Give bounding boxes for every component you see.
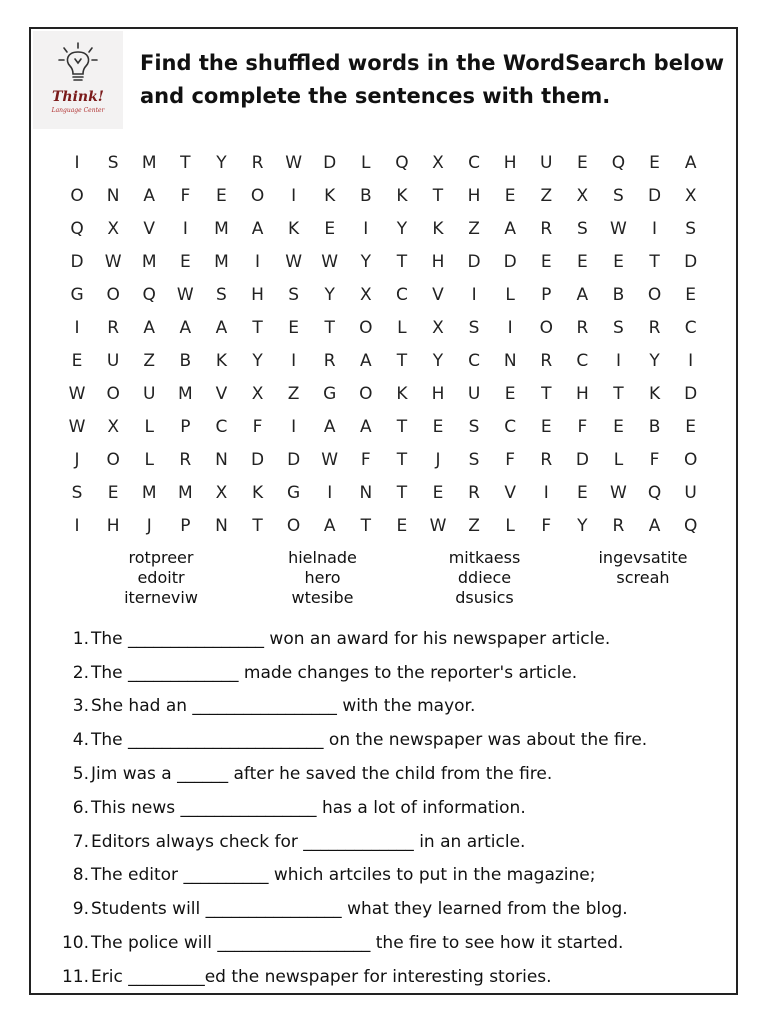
grid-letter[interactable]: E [71,351,83,371]
sentence-number: 4. [72,730,89,751]
grid-letter[interactable]: D [250,450,265,470]
grid-letter[interactable]: V [432,285,444,305]
sentence-item [51,960,736,994]
sentence-number: 11. [61,966,89,987]
grid-letter[interactable]: I [74,318,80,338]
grid-letter[interactable]: W [176,285,194,305]
grid-letter[interactable]: T [396,483,408,503]
grid-letter[interactable]: R [648,318,661,338]
grid-letter[interactable]: O [106,384,120,404]
grid-letter[interactable]: T [252,318,263,338]
grid-letter[interactable]: I [652,219,658,239]
word-bank-item: mitkaess [448,548,521,567]
grid-letter[interactable]: I [507,318,513,338]
grid-letter[interactable]: H [106,516,120,536]
grid-letter[interactable]: C [395,285,408,305]
grid-letter[interactable]: Z [143,351,156,371]
grid-letter[interactable]: F [252,417,263,437]
grid-letter[interactable]: L [144,450,154,470]
grid-letter[interactable]: B [359,186,372,206]
grid-letter[interactable]: R [179,450,192,470]
grid-letter[interactable]: E [432,417,444,437]
grid-letter[interactable]: A [359,417,372,437]
grid-letter[interactable]: G [323,384,337,404]
grid-letter[interactable]: W [285,252,303,272]
grid-letter[interactable]: P [180,417,191,437]
grid-letter[interactable]: Y [360,252,371,272]
logo-title: Think! [52,89,104,105]
grid-letter[interactable]: O [647,285,662,305]
grid-letter[interactable]: X [359,285,372,305]
grid-letter[interactable]: X [215,483,228,503]
grid-letter[interactable]: C [684,318,697,338]
grid-letter[interactable]: O [683,450,698,470]
grid-letter[interactable]: X [107,417,119,437]
lightbulb-icon [55,41,101,89]
grid-letter[interactable]: V [215,384,228,404]
grid-letter[interactable]: Z [468,219,480,239]
grid-letter[interactable]: S [685,219,697,239]
sentence-text[interactable]: Editors always check for _____________ in an article. [91,831,526,852]
grid-letter[interactable]: B [179,351,192,371]
grid-letter[interactable]: R [540,351,553,371]
grid-letter[interactable]: T [360,516,371,536]
grid-letter[interactable]: Y [324,285,335,305]
grid-letter[interactable]: T [649,252,660,272]
grid-letter[interactable]: D [70,252,84,272]
grid-letter[interactable]: T [432,186,444,206]
grid-letter[interactable]: I [182,219,188,239]
grid-letter[interactable]: S [216,285,227,305]
sentence-text[interactable]: The _____________ made changes to the reporter's article. [91,662,578,683]
grid-letter[interactable]: A [684,153,697,173]
grid-letter[interactable]: W [285,153,303,173]
grid-letter[interactable]: E [288,318,299,338]
grid-letter[interactable]: B [612,285,625,305]
grid-letter[interactable]: P [541,285,552,305]
grid-letter[interactable]: N [359,483,373,503]
grid-letter[interactable]: I [74,153,80,173]
grid-letter[interactable]: M [141,483,157,503]
grid-letter[interactable]: I [363,219,369,239]
grid-letter[interactable]: S [576,219,588,239]
grid-letter[interactable]: K [432,219,444,239]
sentence-text[interactable]: Jim was a ______ after he saved the child from the fire. [91,764,553,785]
grid-letter[interactable]: S [468,318,480,338]
grid-letter[interactable]: F [541,516,552,536]
sentence-item [51,825,736,859]
grid-letter[interactable]: I [615,351,621,371]
word-bank-item: hero [304,568,341,587]
grid-letter[interactable]: I [74,516,80,536]
grid-letter[interactable]: F [360,450,371,470]
grid-letter[interactable]: A [359,351,372,371]
grid-letter[interactable]: A [504,219,516,239]
grid-letter[interactable]: T [180,153,191,173]
grid-letter[interactable]: Y [577,516,588,536]
grid-letter[interactable]: X [432,318,444,338]
grid-letter[interactable]: K [396,186,408,206]
grid-letter[interactable]: N [503,351,517,371]
grid-letter[interactable]: S [71,483,83,503]
grid-letter[interactable]: J [74,450,80,470]
word-bank [81,548,721,608]
grid-letter[interactable]: D [467,252,481,272]
grid-letter[interactable]: Y [649,351,660,371]
grid-letter[interactable]: E [324,219,336,239]
grid-letter[interactable]: K [288,219,300,239]
grid-letter[interactable]: A [215,318,228,338]
grid-letter[interactable]: O [539,318,553,338]
grid-letter[interactable]: K [396,384,408,404]
grid-letter[interactable]: E [685,417,697,437]
grid-letter[interactable]: I [543,483,549,503]
sentence-text[interactable]: Students will ________________ what they learned from the blog. [91,899,628,920]
grid-letter[interactable]: R [540,219,553,239]
grid-letter[interactable]: Q [395,153,409,173]
grid-letter[interactable]: X [684,186,697,206]
grid-letter[interactable]: E [613,417,624,437]
grid-letter[interactable]: N [215,450,228,470]
grid-letter[interactable]: L [505,285,515,305]
grid-letter[interactable]: P [180,516,191,536]
grid-letter[interactable]: J [146,516,152,536]
grid-letter[interactable]: A [576,285,589,305]
grid-letter[interactable]: W [68,384,86,404]
sentence-number: 1. [72,628,89,649]
grid-letter[interactable]: D [503,252,517,272]
sentence-item [51,859,736,893]
grid-letter[interactable]: C [468,153,481,173]
word-bank-item [565,588,721,608]
grid-letter[interactable]: S [468,450,480,470]
sentence-number: 8. [72,865,89,886]
grid-letter[interactable]: Q [70,219,84,239]
sentence-number: 9. [72,899,89,920]
grid-letter[interactable]: K [215,351,227,371]
sentence-number: 3. [72,696,89,717]
grid-letter[interactable]: D [684,252,698,272]
grid-letter[interactable]: E [107,483,119,503]
grid-letter[interactable]: F [180,186,191,206]
grid-letter[interactable]: C [468,351,481,371]
grid-letter[interactable]: D [648,186,662,206]
word-bank-item: ddiece [457,568,512,587]
grid-letter[interactable]: L [144,417,154,437]
grid-letter[interactable]: V [143,219,156,239]
grid-letter[interactable]: U [684,483,697,503]
grid-letter[interactable]: W [321,450,339,470]
grid-letter[interactable]: C [215,417,228,437]
grid-letter[interactable]: O [359,318,373,338]
grid-letter[interactable]: Q [142,285,156,305]
grid-letter[interactable]: E [576,252,588,272]
grid-letter[interactable]: G [287,483,301,503]
grid-letter[interactable]: N [106,186,120,206]
grid-letter[interactable]: E [540,252,552,272]
sentence-text[interactable]: This news ________________ has a lot of information. [91,797,526,818]
grid-letter[interactable]: T [396,417,408,437]
word-bank-item: dsusics [455,588,514,607]
grid-letter[interactable]: U [106,351,120,371]
grid-letter[interactable]: S [468,417,480,437]
sentence-text[interactable]: The ________________ won an award for his newspaper article. [91,628,611,649]
grid-letter[interactable]: I [327,483,333,503]
word-bank-item: ingevsatite [598,548,688,567]
grid-letter[interactable]: A [143,186,156,206]
grid-letter[interactable]: E [432,483,444,503]
grid-letter[interactable]: I [291,417,297,437]
grid-letter[interactable]: N [215,516,228,536]
grid-letter[interactable]: T [613,384,624,404]
grid-letter[interactable]: Y [252,351,263,371]
grid-letter[interactable]: T [396,351,408,371]
grid-letter[interactable]: R [323,351,336,371]
grid-letter[interactable]: D [287,450,301,470]
grid-letter[interactable]: E [504,186,516,206]
grid-letter[interactable]: C [576,351,589,371]
grid-letter[interactable]: M [141,153,157,173]
logo-subtitle: Language Center [51,107,105,114]
grid-letter[interactable]: V [504,483,516,503]
grid-letter[interactable]: T [541,384,552,404]
grid-letter[interactable]: L [397,318,407,338]
grid-letter[interactable]: E [396,516,408,536]
sentence-item [51,757,736,791]
grid-letter[interactable]: L [361,153,371,173]
grid-letter[interactable]: O [70,186,84,206]
grid-letter[interactable]: Z [468,516,480,536]
grid-letter[interactable]: Y [432,351,444,371]
sentence-number: 10. [61,933,89,954]
word-search-grid [59,147,709,543]
grid-letter[interactable]: M [177,384,193,404]
grid-letter[interactable]: R [576,318,589,338]
grid-letter[interactable]: E [504,384,516,404]
grid-letter[interactable]: U [467,384,481,404]
grid-letter[interactable]: O [286,516,301,536]
grid-letter[interactable]: Y [216,153,227,173]
grid-letter[interactable]: O [106,450,120,470]
grid-letter[interactable]: H [251,285,264,305]
grid-letter[interactable]: K [251,483,264,503]
grid-letter[interactable]: I [291,186,297,206]
sentence-number: 2. [72,662,89,683]
grid-letter[interactable]: J [435,450,441,470]
sentence-item [51,656,736,690]
grid-letter[interactable]: H [431,252,445,272]
grid-letter[interactable]: I [688,351,694,371]
grid-letter[interactable]: D [323,153,337,173]
grid-letter[interactable]: E [576,153,588,173]
grid-letter[interactable]: E [685,285,697,305]
word-bank-item: screah [616,568,670,587]
grid-letter[interactable]: A [648,516,661,536]
sentence-list [51,622,736,994]
grid-letter[interactable]: Z [540,186,553,206]
sentence-item [51,791,736,825]
grid-letter[interactable]: I [291,351,297,371]
grid-letter[interactable]: T [396,450,408,470]
grid-letter[interactable]: C [504,417,517,437]
grid-letter[interactable]: R [612,516,625,536]
grid-letter[interactable]: Q [683,516,698,536]
grid-letter[interactable]: F [577,417,588,437]
grid-letter[interactable]: E [179,252,191,272]
grid-letter[interactable]: Q [647,483,662,503]
grid-letter[interactable]: F [649,450,660,470]
grid-letter[interactable]: W [610,219,627,239]
grid-letter[interactable]: R [251,153,264,173]
grid-letter[interactable]: B [648,417,661,437]
grid-letter[interactable]: M [141,252,157,272]
grid-letter[interactable]: A [323,417,336,437]
sentence-item [51,723,736,757]
sentence-number: 5. [72,764,89,785]
grid-letter[interactable]: R [468,483,480,503]
grid-letter[interactable]: A [179,318,192,338]
grid-letter[interactable]: A [143,318,156,338]
grid-letter[interactable]: T [252,516,263,536]
grid-letter[interactable]: F [505,450,516,470]
sentence-number: 6. [72,797,89,818]
word-bank-item: hielnade [288,548,357,567]
grid-letter[interactable]: O [106,285,120,305]
grid-letter[interactable]: O [250,186,265,206]
grid-letter[interactable]: W [429,516,447,536]
grid-letter[interactable]: X [251,384,264,404]
grid-letter[interactable]: D [575,450,589,470]
grid-letter[interactable]: K [648,384,661,404]
sentence-item [51,892,736,926]
grid-letter[interactable]: W [68,417,86,437]
grid-letter[interactable]: M [214,219,229,239]
sentence-text[interactable]: Eric _________ed the newspaper for interesting stories. [91,966,552,987]
sentence-item [51,926,736,960]
grid-letter[interactable]: E [649,153,660,173]
grid-letter[interactable]: Z [287,384,300,404]
grid-letter[interactable]: O [359,384,373,404]
word-bank-item: rotpreer [128,548,194,567]
grid-letter[interactable]: K [324,186,336,206]
grid-letter[interactable]: X [432,153,444,173]
sentence-text[interactable]: The police will __________________ the fire to see how it started. [91,933,624,954]
sentence-text[interactable]: She had an _________________ with the mayor. [91,696,476,717]
sentence-number: 7. [72,831,89,852]
grid-letter[interactable]: W [104,252,122,272]
grid-letter[interactable]: A [323,516,336,536]
grid-letter[interactable]: E [576,483,588,503]
word-bank-item: wtesibe [291,588,354,607]
grid-letter[interactable]: T [324,318,335,338]
grid-letter[interactable]: E [613,252,624,272]
grid-letter[interactable]: R [540,450,553,470]
grid-letter[interactable]: H [575,384,589,404]
grid-letter[interactable]: E [216,186,227,206]
grid-letter[interactable]: E [540,417,552,437]
grid-letter[interactable]: G [70,285,84,305]
grid-letter[interactable]: L [613,450,624,470]
sentence-text[interactable]: The _______________________ on the newspaper was about the fire. [91,730,648,751]
page-title: Find the shuffled words in the WordSearch below and complete the sentences with them. [140,51,724,108]
grid-letter[interactable]: H [467,186,481,206]
grid-letter[interactable]: W [610,483,627,503]
grid-letter[interactable]: Y [396,219,408,239]
grid-letter[interactable]: U [540,153,553,173]
word-bank-item: iterneviw [124,588,198,607]
grid-letter[interactable]: H [431,384,445,404]
grid-letter[interactable]: W [321,252,339,272]
grid-letter[interactable]: M [177,483,193,503]
grid-letter[interactable]: R [107,318,120,338]
sentence-item [51,622,736,656]
grid-letter[interactable]: S [107,153,119,173]
grid-letter[interactable]: D [684,384,698,404]
grid-letter[interactable]: Q [611,153,626,173]
worksheet [29,27,738,995]
grid-letter[interactable]: T [396,252,408,272]
grid-letter[interactable]: H [503,153,517,173]
grid-letter[interactable]: M [214,252,229,272]
grid-letter[interactable]: I [255,252,261,272]
grid-letter[interactable]: A [251,219,264,239]
logo [33,31,123,129]
grid-letter[interactable]: S [613,186,624,206]
word-bank-item: edoitr [137,568,185,587]
grid-letter[interactable]: I [471,285,477,305]
grid-letter[interactable]: S [288,285,299,305]
grid-letter[interactable]: X [576,186,589,206]
grid-letter[interactable]: S [613,318,624,338]
sentence-item [51,690,736,724]
sentence-text[interactable]: The editor __________ which artciles to put in the magazine; [91,865,596,886]
grid-letter[interactable]: L [505,516,515,536]
grid-letter[interactable]: X [107,219,119,239]
grid-letter[interactable]: U [143,384,156,404]
